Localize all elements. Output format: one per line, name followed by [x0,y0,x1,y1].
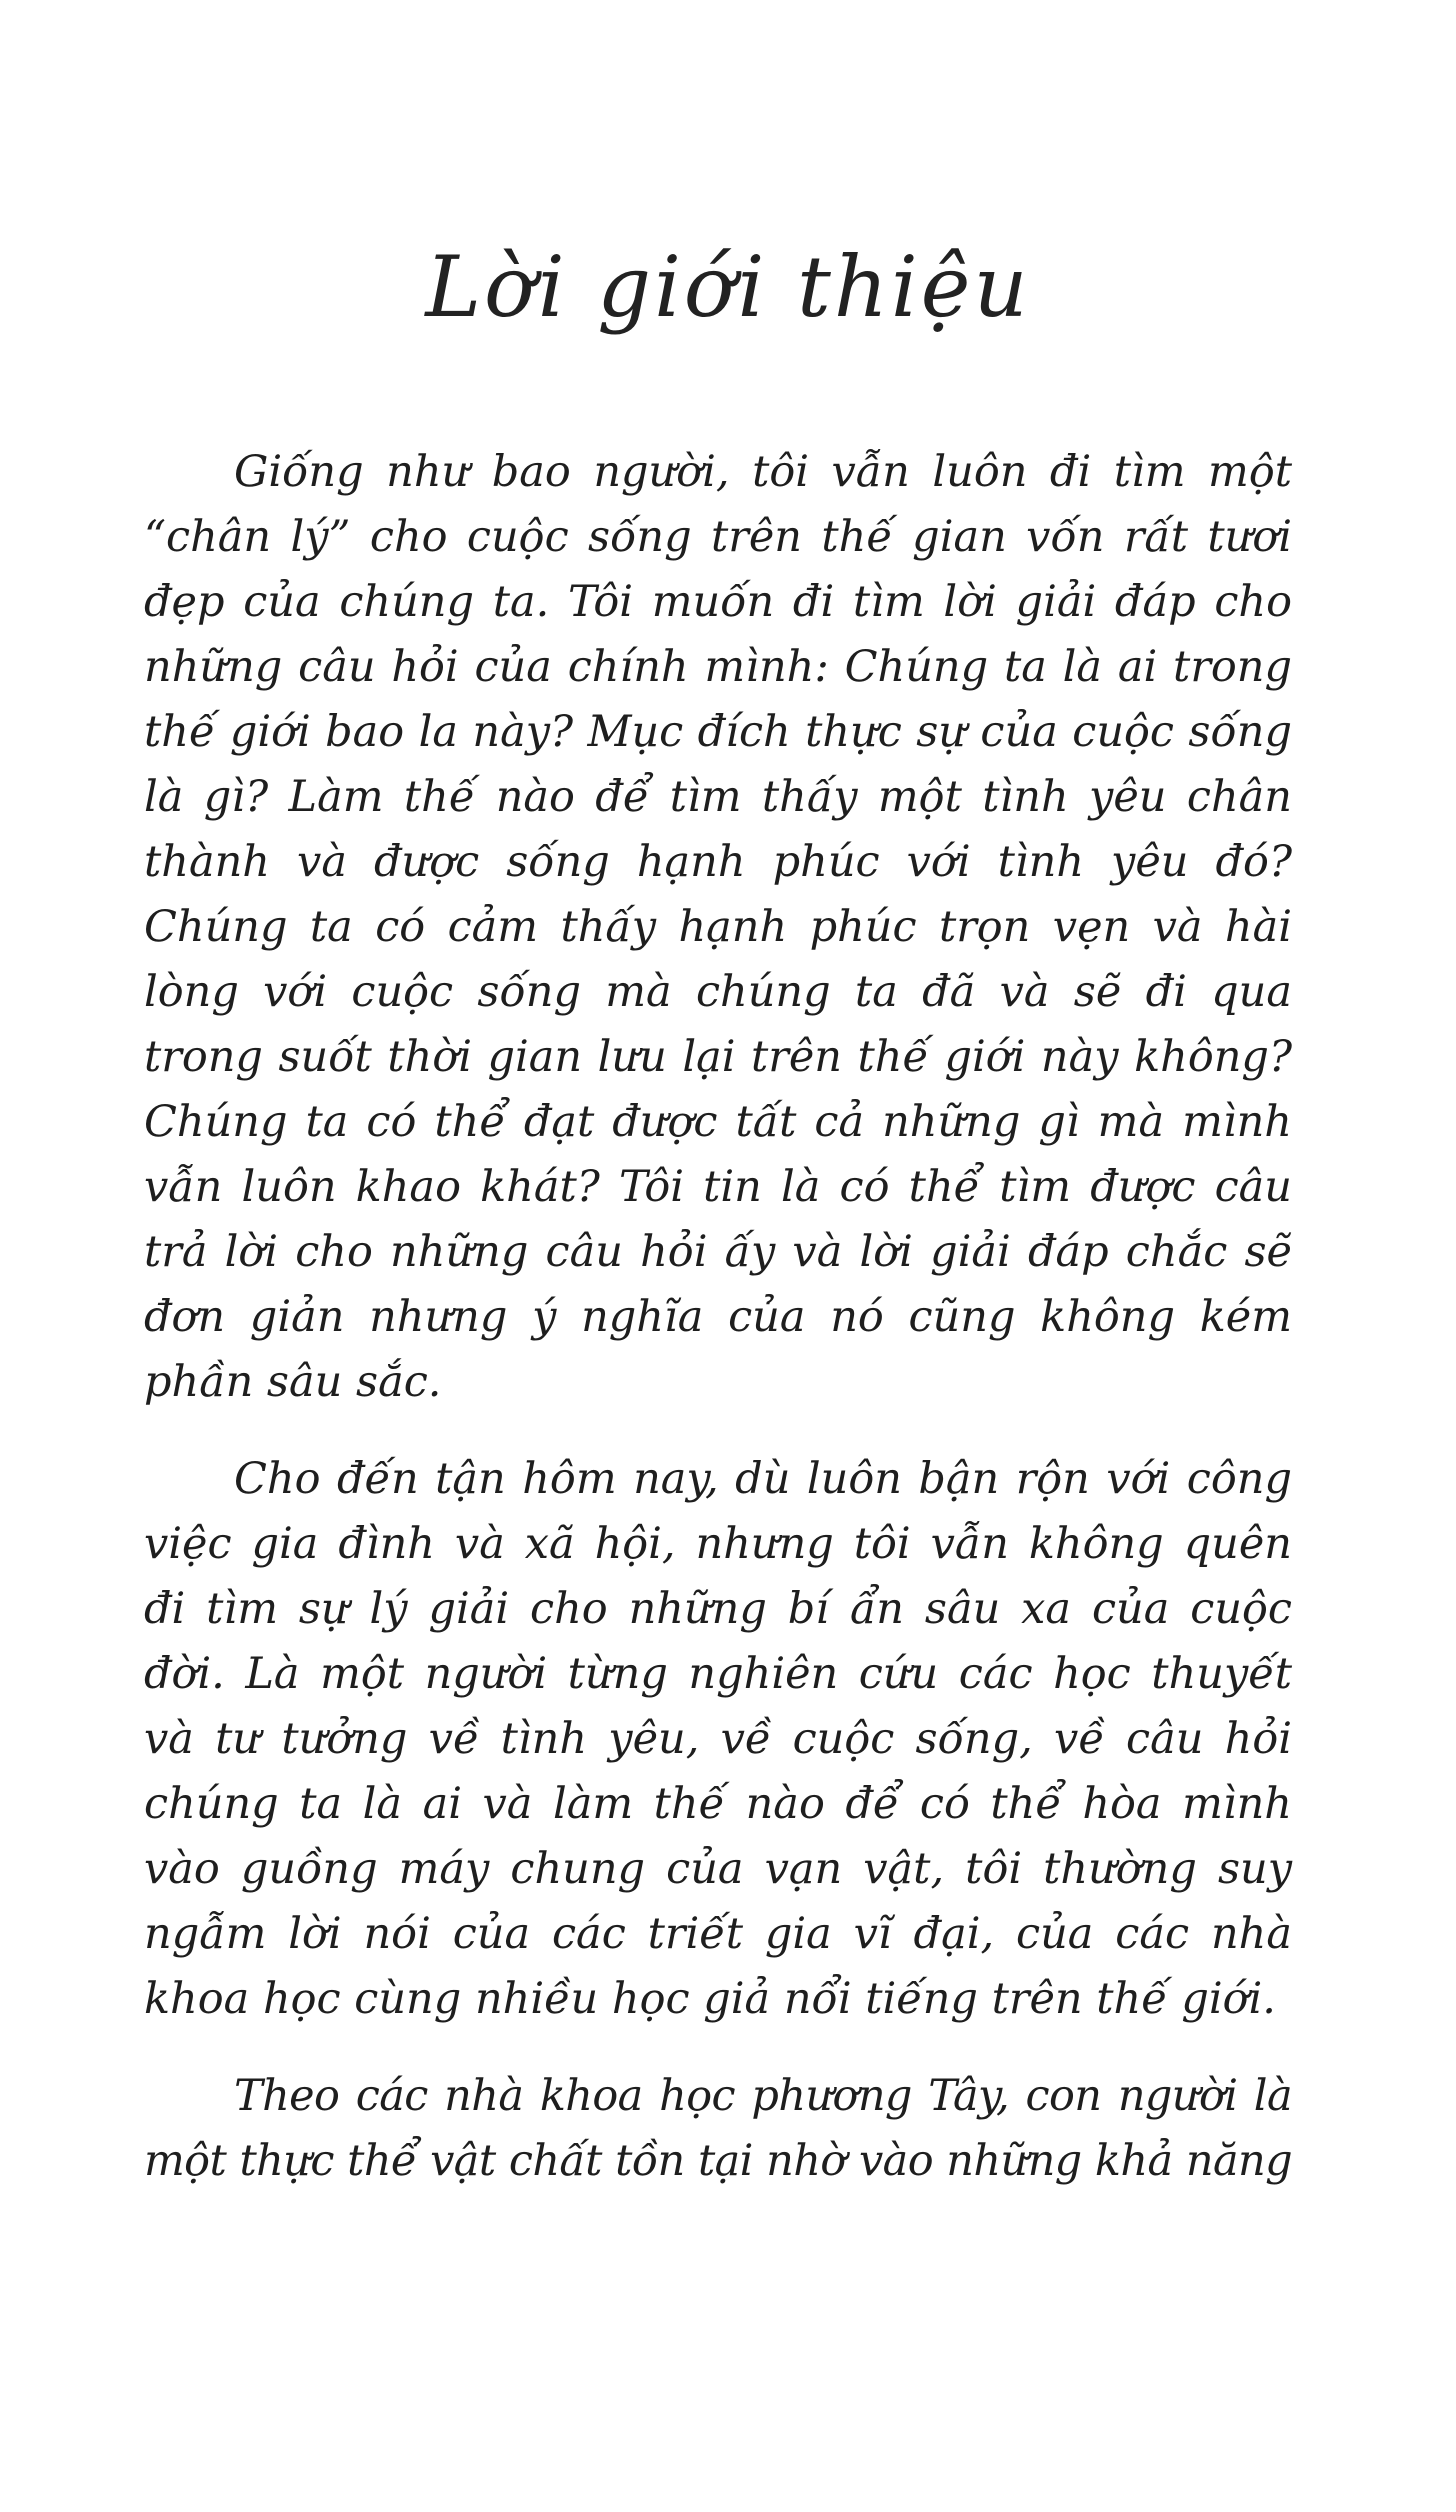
text-line: việc gia đình và xã hội, nhưng tôi vẫn không quên [144,1519,1292,1569]
text-line: lòng với cuộc sống mà chúng ta đã và sẽ đi qua [144,967,1292,1017]
paragraph-1 [144,440,1292,1415]
text-line: Theo các nhà khoa học phương Tây, con người là [234,2071,1292,2121]
text-line: đời. Là một người từng nghiên cứu các học thuyết [144,1649,1292,1699]
text-line: Chúng ta có cảm thấy hạnh phúc trọn vẹn và hài [144,902,1292,952]
paragraph-3 [144,2064,1292,2194]
text-line: vẫn luôn khao khát? Tôi tin là có thể tìm được câu [144,1162,1292,1212]
text-line: đi tìm sự lý giải cho những bí ẩn sâu xa của cuộc [144,1584,1292,1634]
text-line: những câu hỏi của chính mình: Chúng ta là ai trong [144,642,1292,692]
text-line: khoa học cùng nhiều học giả nổi tiếng trên thế giới. [144,1974,1276,2024]
text-line: đơn giản nhưng ý nghĩa của nó cũng không kém [144,1292,1292,1342]
text-line: ngẫm lời nói của các triết gia vĩ đại, của các nhà [144,1909,1292,1959]
text-line: “chân lý” cho cuộc sống trên thế gian vốn rất tươi [144,512,1292,562]
page-title: Lời giới thiệu [425,238,1031,336]
text-line: chúng ta là ai và làm thế nào để có thể hòa mình [144,1779,1292,1829]
text-line: thế giới bao la này? Mục đích thực sự của cuộc sống [144,707,1292,757]
text-line: một thực thể vật chất tồn tại nhờ vào những khả năng [144,2136,1292,2186]
text-line: trong suốt thời gian lưu lại trên thế giới này không? [144,1032,1292,1082]
text-line: Chúng ta có thể đạt được tất cả những gì mà mình [144,1097,1292,1147]
text-line: phần sâu sắc. [144,1357,442,1407]
text-line: trả lời cho những câu hỏi ấy và lời giải đáp chắc sẽ [144,1227,1292,1277]
text-line: Cho đến tận hôm nay, dù luôn bận rộn với công [234,1454,1292,1504]
text-line: thành và được sống hạnh phúc với tình yêu đó? [144,837,1292,887]
text-line: là gì? Làm thế nào để tìm thấy một tình yêu chân [144,772,1292,822]
text-line: và tư tưởng về tình yêu, về cuộc sống, về câu hỏi [144,1714,1292,1764]
text-line: vào guồng máy chung của vạn vật, tôi thường suy [144,1844,1292,1894]
body-text [144,440,1292,2226]
text-line: đẹp của chúng ta. Tôi muốn đi tìm lời giải đáp cho [144,577,1292,627]
paragraph-2 [144,1447,1292,2032]
text-line: Giống như bao người, tôi vẫn luôn đi tìm một [234,447,1292,497]
